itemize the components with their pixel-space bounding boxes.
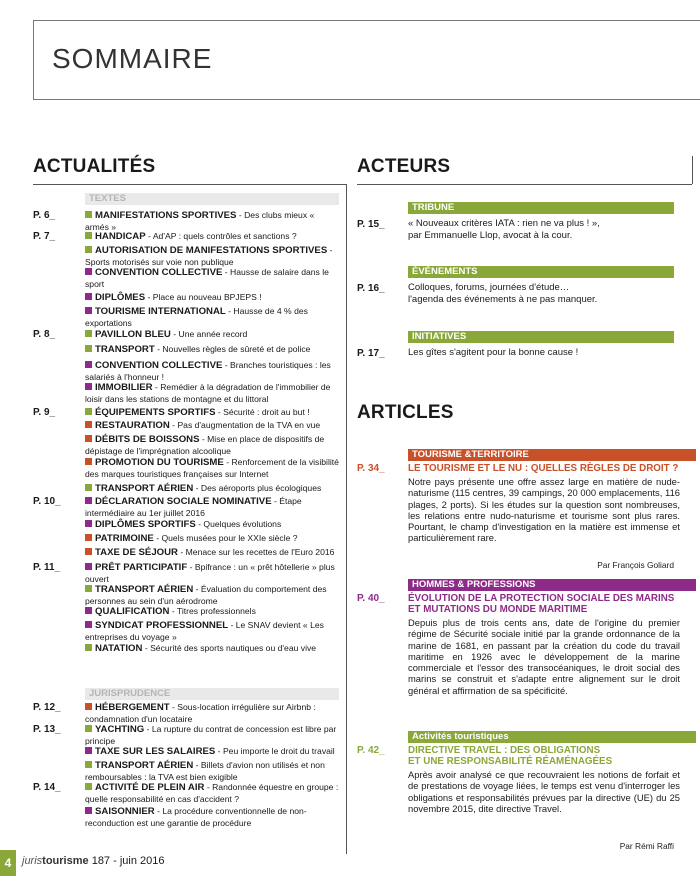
- acteurs-tag: ÉVÉNEMENTS: [408, 266, 674, 278]
- category-square-icon: [85, 246, 92, 253]
- acteurs-line[interactable]: « Nouveaux critères IATA : rien ne va plus ! »,: [408, 218, 600, 229]
- entry-separator: -: [170, 329, 179, 339]
- entry-description: Mise en place de dispositifs de dépistage de l'imprégnation alcoolique: [85, 434, 325, 456]
- acteurs-rule-end: [692, 156, 693, 184]
- entry-separator: -: [215, 407, 224, 417]
- acteurs-line[interactable]: Colloques, forums, journées d'étude…: [408, 282, 570, 293]
- entry-heading: PROMOTION DU TOURISME: [95, 457, 224, 468]
- entry-heading: CONVENTION COLLECTIVE: [95, 267, 223, 278]
- entry-description: La procédure conventionnelle de non-reconduction est une garantie de procédure: [85, 806, 307, 828]
- entry-heading: HANDICAP: [95, 231, 146, 242]
- entry-heading: AUTORISATION DE MANIFESTATIONS SPORTIVES: [95, 245, 328, 256]
- article-heading[interactable]: LE TOURISME ET LE NU : QUELLES RÈGLES DE DROIT ?: [408, 463, 679, 474]
- entry-heading: IMMOBILIER: [95, 382, 153, 393]
- entry-description: Quelques évolutions: [203, 519, 282, 529]
- page-title: SOMMAIRE: [52, 43, 213, 74]
- acteurs-line[interactable]: par Emmanuelle Llop, avocat à la cour.: [408, 230, 573, 241]
- toc-entry[interactable]: [85, 760, 340, 782]
- entry-description: Hausse de salaire dans le sport: [85, 267, 329, 289]
- entry-separator: -: [169, 606, 177, 616]
- page-number: P. 15_: [357, 219, 385, 230]
- article-summary: Notre pays présente une offre assez large en matière de nude-naturisme (115 centres, 39 campings, 20 000 emplacements, 116 plages, 2 ports). Si les études sur la question sont nombreuses, les relations entre nudo-naturisme et tourisme sont plus rares. Pourtant, le champ d'investigation en la matière est immense et particulièrement rare.: [408, 476, 680, 544]
- page-number: P. 11_: [33, 562, 61, 573]
- entry-separator: -: [222, 360, 231, 370]
- toc-entry[interactable]: [85, 292, 340, 304]
- footer-mag-a: juris: [22, 855, 43, 867]
- entry-separator: -: [195, 519, 204, 529]
- entry-heading: TAXE DE SÉJOUR: [95, 547, 178, 558]
- entry-description: Nouvelles règles de sûreté et de police: [162, 344, 311, 354]
- page-number: P. 42_: [357, 745, 385, 756]
- category-square-icon: [85, 408, 92, 415]
- toc-entry[interactable]: [85, 746, 340, 758]
- toc-entry[interactable]: [85, 420, 340, 432]
- category-square-icon: [85, 435, 92, 442]
- page-number: P. 40_: [357, 593, 385, 604]
- toc-entry[interactable]: [85, 245, 340, 267]
- article-heading[interactable]: ET MUTATIONS DU MONDE MARITIME: [408, 604, 588, 615]
- category-square-icon: [85, 607, 92, 614]
- acteurs-line[interactable]: Les gîtes s'agitent pour la bonne cause !: [408, 347, 579, 358]
- entry-description: Place au nouveau BPJEPS !: [152, 292, 262, 302]
- entry-description: Hausse de 4 % des exportations: [85, 306, 308, 328]
- entry-separator: -: [204, 782, 213, 792]
- footer-magazine: [22, 855, 164, 867]
- toc-entry[interactable]: [85, 643, 340, 655]
- entry-description: Bpifrance : un « prêt hôtellerie » plus ouvert: [85, 562, 335, 584]
- category-square-icon: [85, 307, 92, 314]
- toc-entry[interactable]: [85, 306, 340, 328]
- entry-heading: DÉBITS DE BOISSONS: [95, 434, 200, 445]
- article-heading[interactable]: DIRECTIVE TRAVEL : DES OBLIGATIONS: [408, 745, 601, 756]
- toc-entry[interactable]: [85, 231, 340, 243]
- entry-separator: -: [223, 457, 232, 467]
- entry-description: Quels musées pour le XXIe siècle ?: [161, 533, 298, 543]
- toc-entry[interactable]: [85, 329, 340, 341]
- entry-heading: YACHTING: [95, 724, 145, 735]
- toc-entry[interactable]: [85, 407, 340, 419]
- title-frame: [33, 20, 700, 100]
- article-summary: Après avoir analysé ce que recouvraient les notions de forfait et de prestations de voyage liées, le temps est venu d'interroger les obligations et responsabilités prévues par la directive (UE) du 25 novembre 2015, dite directive Travel.: [408, 769, 680, 814]
- entry-heading: PAVILLON BLEU: [95, 329, 171, 340]
- toc-entry[interactable]: [85, 724, 340, 746]
- entry-description: Billets d'avion non utilisés et non remboursables : la TVA est bien exigible: [85, 760, 325, 782]
- entry-description: Renforcement de la visibilité des marques touristiques françaises sur Internet: [85, 457, 339, 479]
- entry-separator: -: [193, 584, 201, 594]
- entry-description: Une année record: [178, 329, 248, 339]
- toc-entry[interactable]: [85, 806, 340, 828]
- category-square-icon: [85, 807, 92, 814]
- entry-heading: ACTIVITÉ DE PLEIN AIR: [95, 782, 205, 793]
- footer-page-number: 4: [0, 850, 16, 876]
- entry-heading: RESTAURATION: [95, 420, 170, 431]
- entry-description: Sécurité des sports nautiques ou d'eau vive: [150, 643, 317, 653]
- toc-entry[interactable]: [85, 382, 340, 404]
- entry-heading: TRANSPORT AÉRIEN: [95, 483, 194, 494]
- category-square-icon: [85, 361, 92, 368]
- entry-separator: -: [153, 533, 162, 543]
- page-number: P. 12_: [33, 702, 61, 713]
- article-category: Activités touristiques: [408, 731, 696, 743]
- page-number: P. 17_: [357, 348, 385, 359]
- entry-separator: -: [215, 746, 223, 756]
- entry-description: Peu importe le droit du travail: [222, 746, 335, 756]
- entry-heading: DÉCLARATION SOCIALE NOMINATIVE: [95, 496, 272, 507]
- toc-entry[interactable]: [85, 210, 340, 232]
- entry-separator: -: [169, 420, 178, 430]
- toc-entry[interactable]: [85, 606, 340, 618]
- entry-description: Évaluation du comportement des personnes au sein d'un aérodrome: [85, 584, 327, 606]
- entry-separator: -: [145, 292, 153, 302]
- entry-heading: MANIFESTATIONS SPORTIVES: [95, 210, 237, 221]
- entry-separator: -: [225, 306, 234, 316]
- toc-entry[interactable]: [85, 533, 340, 545]
- category-square-icon: [85, 268, 92, 275]
- entry-heading: DIPLÔMES: [95, 292, 146, 303]
- entry-description: Sports motorisés sur voie non publique: [85, 256, 234, 267]
- toc-entry[interactable]: [85, 483, 340, 495]
- article-heading[interactable]: ÉVOLUTION DE LA PROTECTION SOCIALE DES MARINS: [408, 593, 675, 604]
- article-summary: Depuis plus de trois cents ans, date de l'origine du premier régime de Sécurité sociale initié par la grande ordonnance de la marine de 1681, en passant par la création du code du travail maritime en 1926 avec le développement de la marine commerciale et l'essor des transocéaniques, le droit social des marins se construit et s'adapte entre alignement sur le droit général et affirmation de sa spécificité.: [408, 617, 680, 696]
- page-number: P. 7_: [33, 231, 56, 242]
- category-square-icon: [85, 725, 92, 732]
- article-category: HOMMES & PROFESSIONS: [408, 579, 696, 591]
- entry-separator: -: [142, 643, 151, 653]
- footer-mag-b: tourisme: [42, 855, 89, 867]
- jurisprudence-label: JURISPRUDENCE: [85, 688, 339, 700]
- actualites-rule: [33, 184, 346, 185]
- textes-label: TEXTES: [85, 193, 339, 205]
- footer-issue: 187 - juin 2016: [88, 855, 165, 867]
- entry-description: La rupture du contrat de concession est libre par principe: [85, 724, 337, 746]
- entry-heading: DIPLÔMES SPORTIFS: [95, 519, 196, 530]
- article-category: TOURISME &TERRITOIRE: [408, 449, 696, 461]
- toc-entry[interactable]: [85, 584, 340, 606]
- acteurs-tag: TRIBUNE: [408, 202, 674, 214]
- entry-description: Branches touristiques : les salariés à l'honneur !: [85, 360, 331, 382]
- toc-entry[interactable]: [85, 496, 340, 518]
- entry-heading: HÉBERGEMENT: [95, 702, 170, 713]
- category-square-icon: [85, 211, 92, 218]
- entry-separator: -: [228, 620, 236, 630]
- toc-entry[interactable]: [85, 457, 340, 479]
- entry-heading: TRANSPORT: [95, 344, 155, 355]
- entry-heading: TAXE SUR LES SALAIRES: [95, 746, 216, 757]
- toc-entry[interactable]: [85, 344, 340, 356]
- entry-separator: -: [271, 496, 280, 506]
- acteurs-line[interactable]: l'agenda des événements à ne pas manquer.: [408, 294, 598, 305]
- entry-description: Des clubs mieux « armés »: [85, 210, 315, 232]
- entry-separator: -: [169, 702, 178, 712]
- toc-entry[interactable]: [85, 267, 340, 289]
- entry-heading: TRANSPORT AÉRIEN: [95, 760, 194, 771]
- category-square-icon: [85, 563, 92, 570]
- category-square-icon: [85, 644, 92, 651]
- page-number: P. 6_: [33, 210, 56, 221]
- acteurs-title: ACTEURS: [357, 156, 451, 177]
- category-square-icon: [85, 783, 92, 790]
- page-number: P. 14_: [33, 782, 61, 793]
- entry-description: Sécurité : droit au but !: [223, 407, 310, 417]
- page-number: P. 8_: [33, 329, 56, 340]
- entry-description: Menace sur les recettes de l'Euro 2016: [185, 547, 335, 557]
- entry-description: Ad'AP : quels contrôles et sanctions ?: [152, 231, 297, 241]
- page-number: P. 10_: [33, 496, 61, 507]
- entry-heading: TRANSPORT AÉRIEN: [95, 584, 194, 595]
- category-square-icon: [85, 703, 92, 710]
- category-square-icon: [85, 232, 92, 239]
- entry-separator: -: [178, 547, 186, 557]
- page-number: P. 16_: [357, 283, 385, 294]
- entry-separator: -: [152, 382, 161, 392]
- acteurs-rule: [357, 184, 692, 185]
- entry-description: Étape intermédiaire au 1er juillet 2016: [85, 496, 302, 518]
- toc-entry[interactable]: [85, 360, 340, 382]
- entry-separator: -: [145, 231, 153, 241]
- entry-heading: SAISONNIER: [95, 806, 155, 817]
- entry-heading: SYNDICAT PROFESSIONNEL: [95, 620, 229, 631]
- entry-separator: -: [193, 483, 201, 493]
- entry-heading: PATRIMOINE: [95, 533, 154, 544]
- acteurs-tag: INITIATIVES: [408, 331, 674, 343]
- entry-heading: CONVENTION COLLECTIVE: [95, 360, 223, 371]
- entry-description: Des aéroports plus écologiques: [200, 483, 322, 493]
- category-square-icon: [85, 293, 92, 300]
- article-author: Par François Goliard: [597, 560, 674, 570]
- category-square-icon: [85, 761, 92, 768]
- category-square-icon: [85, 421, 92, 428]
- entry-heading: NATATION: [95, 643, 143, 654]
- column-divider: [346, 184, 347, 854]
- entry-heading: PRÊT PARTICIPATIF: [95, 562, 188, 573]
- category-square-icon: [85, 345, 92, 352]
- page-number: P. 9_: [33, 407, 56, 418]
- category-square-icon: [85, 330, 92, 337]
- entry-heading: QUALIFICATION: [95, 606, 170, 617]
- page-number: P. 34_: [357, 463, 385, 474]
- articles-title: ARTICLES: [357, 402, 454, 423]
- article-author: Par Rémi Raffi: [619, 841, 674, 851]
- entry-separator: -: [327, 245, 333, 255]
- category-square-icon: [85, 548, 92, 555]
- entry-description: Pas d'augmentation de la TVA en vue: [177, 420, 321, 430]
- category-square-icon: [85, 458, 92, 465]
- entry-separator: -: [144, 724, 152, 734]
- entry-description: Titres professionnels: [176, 606, 256, 616]
- toc-entry[interactable]: [85, 547, 340, 559]
- toc-entry[interactable]: [85, 519, 340, 531]
- entry-description: Randonnée équestre en groupe : quelle responsabilité en cas d'accident ?: [85, 782, 339, 804]
- entry-separator: -: [236, 210, 245, 220]
- toc-entry[interactable]: [85, 702, 340, 724]
- actualites-title: ACTUALITÉS: [33, 156, 156, 177]
- category-square-icon: [85, 534, 92, 541]
- toc-entry[interactable]: [85, 782, 340, 804]
- entry-description: Remédier à la dégradation de l'immobilier de loisir dans les stations de montagne et du littoral: [85, 382, 331, 404]
- entry-separator: -: [187, 562, 195, 572]
- entry-description: Sous-location irrégulière sur Airbnb : condamnation d'un locataire: [85, 702, 316, 724]
- entry-heading: TOURISME INTERNATIONAL: [95, 306, 226, 317]
- category-square-icon: [85, 497, 92, 504]
- entry-separator: -: [222, 267, 231, 277]
- page-number: P. 13_: [33, 724, 61, 735]
- entry-separator: -: [199, 434, 208, 444]
- category-square-icon: [85, 484, 92, 491]
- entry-separator: -: [154, 344, 163, 354]
- entry-separator: -: [193, 760, 201, 770]
- entry-separator: -: [154, 806, 163, 816]
- article-heading[interactable]: ET UNE RESPONSABILITÉ RÉAMÉNAGÉES: [408, 756, 613, 767]
- toc-entry[interactable]: [85, 562, 340, 584]
- entry-heading: ÉQUIPEMENTS SPORTIFS: [95, 407, 216, 418]
- toc-entry[interactable]: [85, 434, 340, 456]
- category-square-icon: [85, 585, 92, 592]
- toc-entry[interactable]: [85, 620, 340, 642]
- entry-description: Le SNAV devient « Les entreprises du voyage »: [85, 620, 324, 642]
- category-square-icon: [85, 747, 92, 754]
- category-square-icon: [85, 520, 92, 527]
- category-square-icon: [85, 621, 92, 628]
- category-square-icon: [85, 383, 92, 390]
